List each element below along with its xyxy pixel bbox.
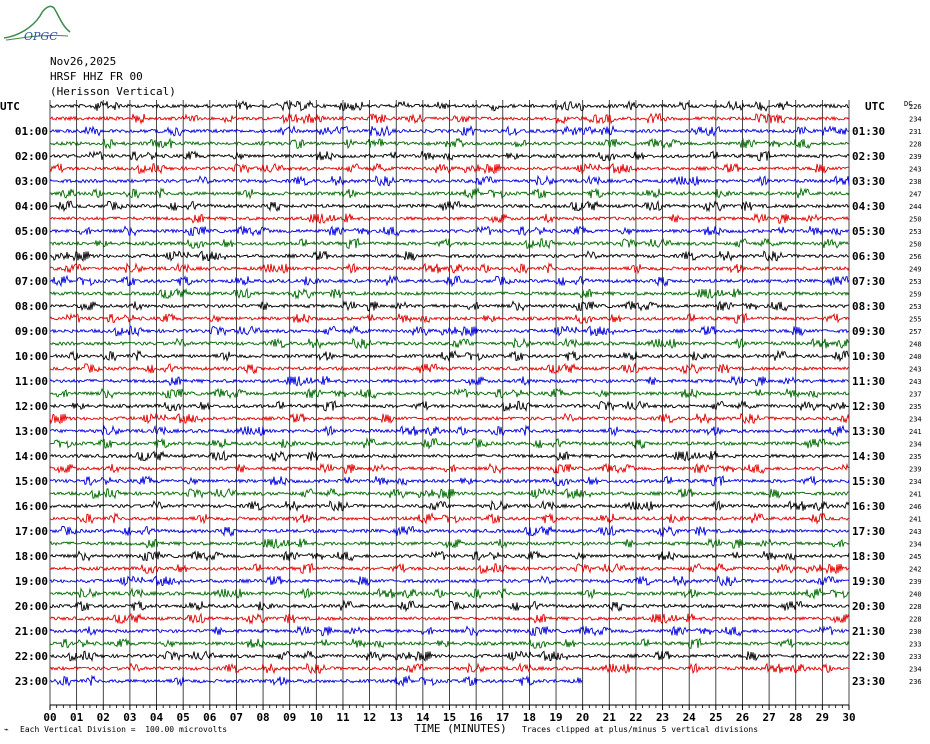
dc-offset-label: 228	[909, 615, 922, 624]
right-half-hour-label: 17:30	[852, 525, 886, 538]
footer-clip-note: Traces clipped at plus/minus 5 vertical divisions	[522, 725, 759, 734]
right-half-hour-label: 02:30	[852, 150, 886, 163]
right-half-hour-label: 12:30	[852, 400, 886, 413]
dc-offset-label: 244	[909, 203, 922, 211]
x-tick-label: 17	[496, 711, 510, 724]
x-axis-title: TIME (MINUTES)	[414, 722, 507, 735]
dc-offset-label: 240	[909, 590, 922, 599]
left-hour-label: 22:00	[14, 650, 48, 663]
dc-offset-label: 256	[909, 253, 922, 261]
dc-offset-label: 236	[909, 678, 922, 686]
logo-text: OPGC	[24, 30, 58, 43]
x-tick-label: 21	[602, 711, 616, 724]
x-tick-label: 13	[389, 711, 403, 724]
right-time-axis	[852, 100, 885, 688]
x-tick-label: 03	[123, 711, 137, 724]
dc-offset-label: 228	[909, 140, 922, 149]
dc-offset-label: 249	[909, 265, 922, 274]
dc-offset-label: 228	[909, 603, 922, 611]
left-hour-label: 15:00	[14, 475, 48, 488]
left-hour-label: 21:00	[14, 625, 48, 638]
dc-offset-label: 248	[909, 340, 922, 349]
left-hour-label: 17:00	[14, 525, 48, 538]
minute-grid	[50, 100, 849, 705]
left-hour-label: 13:00	[14, 425, 48, 438]
right-half-hour-label: 05:30	[852, 225, 886, 238]
dc-offset-label: 243	[909, 378, 922, 386]
left-axis-title: UTC	[0, 100, 20, 113]
seismic-trace	[50, 351, 849, 361]
dc-offset-label: 238	[909, 178, 922, 186]
right-axis-title: UTC	[865, 100, 885, 113]
x-tick-label: 06	[203, 711, 217, 724]
dc-offset-label: 235	[909, 403, 922, 411]
dc-offset-label: 242	[909, 565, 922, 574]
dc-offset-label: 234	[909, 540, 922, 549]
dc-offset-label: 241	[909, 428, 922, 436]
right-half-hour-label: 19:30	[852, 575, 886, 588]
left-hour-label: 20:00	[14, 600, 48, 613]
dc-offset-label: 253	[909, 303, 922, 311]
x-tick-label: 30	[842, 711, 856, 724]
right-half-hour-label: 16:30	[852, 500, 886, 513]
dc-offset-label: 243	[909, 165, 922, 174]
x-tick-label: 22	[629, 711, 643, 724]
right-half-hour-label: 18:30	[852, 550, 886, 563]
x-tick-label: 26	[735, 711, 750, 724]
dc-offset-label: 241	[909, 490, 922, 499]
dc-offset-label: 253	[909, 278, 922, 286]
dc-offset-label: 230	[909, 628, 922, 636]
x-tick-label: 27	[762, 711, 776, 724]
left-hour-label: 06:00	[14, 250, 48, 263]
dc-offset-label: 246	[909, 503, 922, 511]
right-half-hour-label: 22:30	[852, 650, 886, 663]
x-tick-label: 07	[229, 711, 244, 724]
left-hour-label: 03:00	[14, 175, 48, 188]
dc-offset-label: 234	[909, 440, 922, 449]
right-half-hour-label: 06:30	[852, 250, 886, 263]
x-tick-label: 16	[469, 711, 483, 724]
x-tick-label: 15	[442, 711, 457, 724]
x-tick-label: 25	[709, 711, 723, 724]
x-tick-label: 20	[576, 711, 590, 724]
dc-offset-label: 234	[909, 415, 922, 424]
x-tick-label: 28	[789, 711, 803, 724]
left-hour-label: 23:00	[14, 675, 48, 688]
right-half-hour-label: 01:30	[852, 125, 886, 138]
x-tick-label: 12	[362, 711, 377, 724]
left-hour-label: 01:00	[14, 125, 48, 138]
left-hour-label: 08:00	[14, 300, 48, 313]
dc-offset-label: 239	[909, 465, 922, 474]
footer-scale-note: Each Vertical Division = 100.00 microvolts	[20, 725, 228, 734]
right-half-hour-label: 21:30	[852, 625, 886, 638]
x-tick-label: 14	[416, 711, 430, 724]
scale-icon: ⌁	[4, 725, 9, 734]
seismic-trace	[50, 489, 849, 499]
dc-offset-label: 233	[909, 640, 922, 649]
dc-offset-label: 240	[909, 353, 922, 361]
dc-offset-label: 257	[909, 328, 922, 336]
x-tick-label: 09	[283, 711, 297, 724]
x-tick-label: 24	[682, 711, 696, 724]
x-tick-label: 19	[549, 711, 563, 724]
right-half-hour-label: 03:30	[852, 175, 886, 188]
dc-offset-label: 243	[909, 528, 922, 536]
left-hour-label: 04:00	[14, 200, 48, 213]
right-half-hour-label: 11:30	[852, 375, 886, 388]
x-tick-label: 11	[336, 711, 350, 724]
dc-offset-label: 247	[909, 190, 922, 199]
x-tick-label: 10	[309, 711, 323, 724]
dc-offset-label: 234	[909, 115, 922, 124]
x-tick-label: 29	[815, 711, 829, 724]
right-half-hour-label: 09:30	[852, 325, 886, 338]
left-hour-label: 09:00	[14, 325, 48, 338]
dc-offset-label: 253	[909, 228, 922, 236]
dc-offset-label: 237	[909, 390, 922, 399]
dc-offset-label: 226	[909, 103, 922, 111]
dc-offset-label: 234	[909, 478, 922, 486]
left-hour-label: 07:00	[14, 275, 48, 288]
left-hour-label: 14:00	[14, 450, 48, 463]
right-half-hour-label: 14:30	[852, 450, 886, 463]
dc-offset-label: 234	[909, 665, 922, 674]
dc-header: DC	[904, 100, 913, 108]
left-hour-label: 02:00	[14, 150, 48, 163]
right-half-hour-label: 10:30	[852, 350, 886, 363]
dc-offset-label: 250	[909, 240, 922, 249]
dc-offset-label: 255	[909, 315, 922, 324]
dc-offset-label: 233	[909, 653, 922, 661]
date-label: Nov26,2025	[50, 55, 117, 68]
dc-offset-label: 243	[909, 365, 922, 374]
dc-offset-label: 239	[909, 153, 922, 161]
right-half-hour-label: 20:30	[852, 600, 886, 613]
right-half-hour-label: 07:30	[852, 275, 886, 288]
x-tick-label: 05	[176, 711, 190, 724]
x-tick-label: 02	[96, 711, 110, 724]
x-tick-label: 08	[256, 711, 270, 724]
left-hour-label: 19:00	[14, 575, 48, 588]
station-label: HRSF HHZ FR 00	[50, 70, 143, 83]
x-tick-label: 01	[70, 711, 84, 724]
dc-offset-label: 259	[909, 290, 922, 299]
left-time-axis	[0, 100, 48, 688]
dc-offset-label: 235	[909, 453, 922, 461]
dc-offset-label: 239	[909, 578, 922, 586]
left-hour-label: 16:00	[14, 500, 48, 513]
right-half-hour-label: 13:30	[852, 425, 886, 438]
left-hour-label: 10:00	[14, 350, 48, 363]
x-tick-label: 18	[522, 711, 537, 724]
dc-offset-label: 250	[909, 215, 922, 224]
x-tick-label: 23	[655, 711, 670, 724]
left-hour-label: 12:00	[14, 400, 48, 413]
x-tick-label: 00	[43, 711, 57, 724]
dc-offset-axis	[904, 100, 922, 686]
right-half-hour-label: 15:30	[852, 475, 886, 488]
x-tick-label: 04	[149, 711, 164, 724]
left-hour-label: 11:00	[14, 375, 48, 388]
dc-offset-label: 245	[909, 553, 922, 561]
right-half-hour-label: 04:30	[852, 200, 886, 213]
left-hour-label: 05:00	[14, 225, 48, 238]
dc-offset-label: 241	[909, 515, 922, 524]
left-hour-label: 18:00	[14, 550, 48, 563]
location-label: (Herisson Vertical)	[50, 85, 176, 98]
dc-offset-label: 231	[909, 128, 922, 136]
right-half-hour-label: 23:30	[852, 675, 886, 688]
right-half-hour-label: 08:30	[852, 300, 886, 313]
